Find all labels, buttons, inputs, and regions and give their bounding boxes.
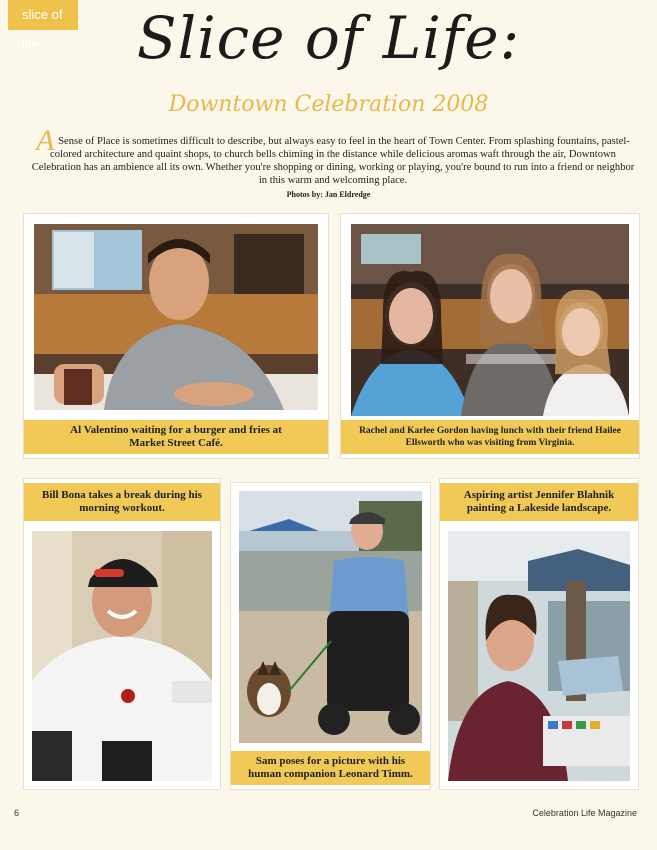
caption-rachel: Rachel and Karlee Gordon having lunch with their friend Hailee Ellsworth who was visiting from Virginia. <box>341 420 639 454</box>
intro-text: Sense of Place is sometimes difficult to describe, but always easy to feel in the heart of Town Center. From splashing fountains, pastel-colored architecture and quaint shops, to church bells chiming in the distance while delicious aromas waft through the air, Downtown Celebration has an ambience all its own. Whether you're shopping or dining, working or playing, you're bound to run into a friend or neighbor in this warm and welcoming place. <box>31 136 635 186</box>
page-subtitle: Downtown Celebration 2008 <box>168 92 489 117</box>
caption-sam: Sam poses for a picture with his human companion Leonard Timm. <box>231 751 430 785</box>
page-number: 6 <box>14 808 20 818</box>
photo-card-jennifer <box>440 479 638 789</box>
magazine-name: Celebration Life Magazine <box>532 808 637 818</box>
photo-card-rachel <box>341 214 639 458</box>
photo-credit: Photos by: Jan Eldredge <box>286 190 371 199</box>
photo-card-al <box>24 214 328 458</box>
intro-paragraph <box>28 124 638 187</box>
photo-card-sam <box>231 483 430 789</box>
photo-sam-leonard <box>239 491 422 743</box>
photo-bill-bona <box>32 531 212 781</box>
photo-rachel-karlee-hailee <box>351 224 629 416</box>
drop-cap: A <box>36 124 55 157</box>
page-title: Slice of Life: <box>136 4 521 72</box>
caption-al: Al Valentino waiting for a burger and fries at Market Street Café. <box>24 420 328 454</box>
photo-al-valentino <box>34 224 318 410</box>
caption-jennifer: Aspiring artist Jennifer Blahnik painting a Lakeside landscape. <box>440 483 638 521</box>
photo-jennifer-blahnik <box>448 531 630 781</box>
photo-card-bill <box>24 479 220 789</box>
section-tag: slice of life <box>8 0 78 30</box>
caption-bill: Bill Bona takes a break during his morning workout. <box>24 483 220 521</box>
